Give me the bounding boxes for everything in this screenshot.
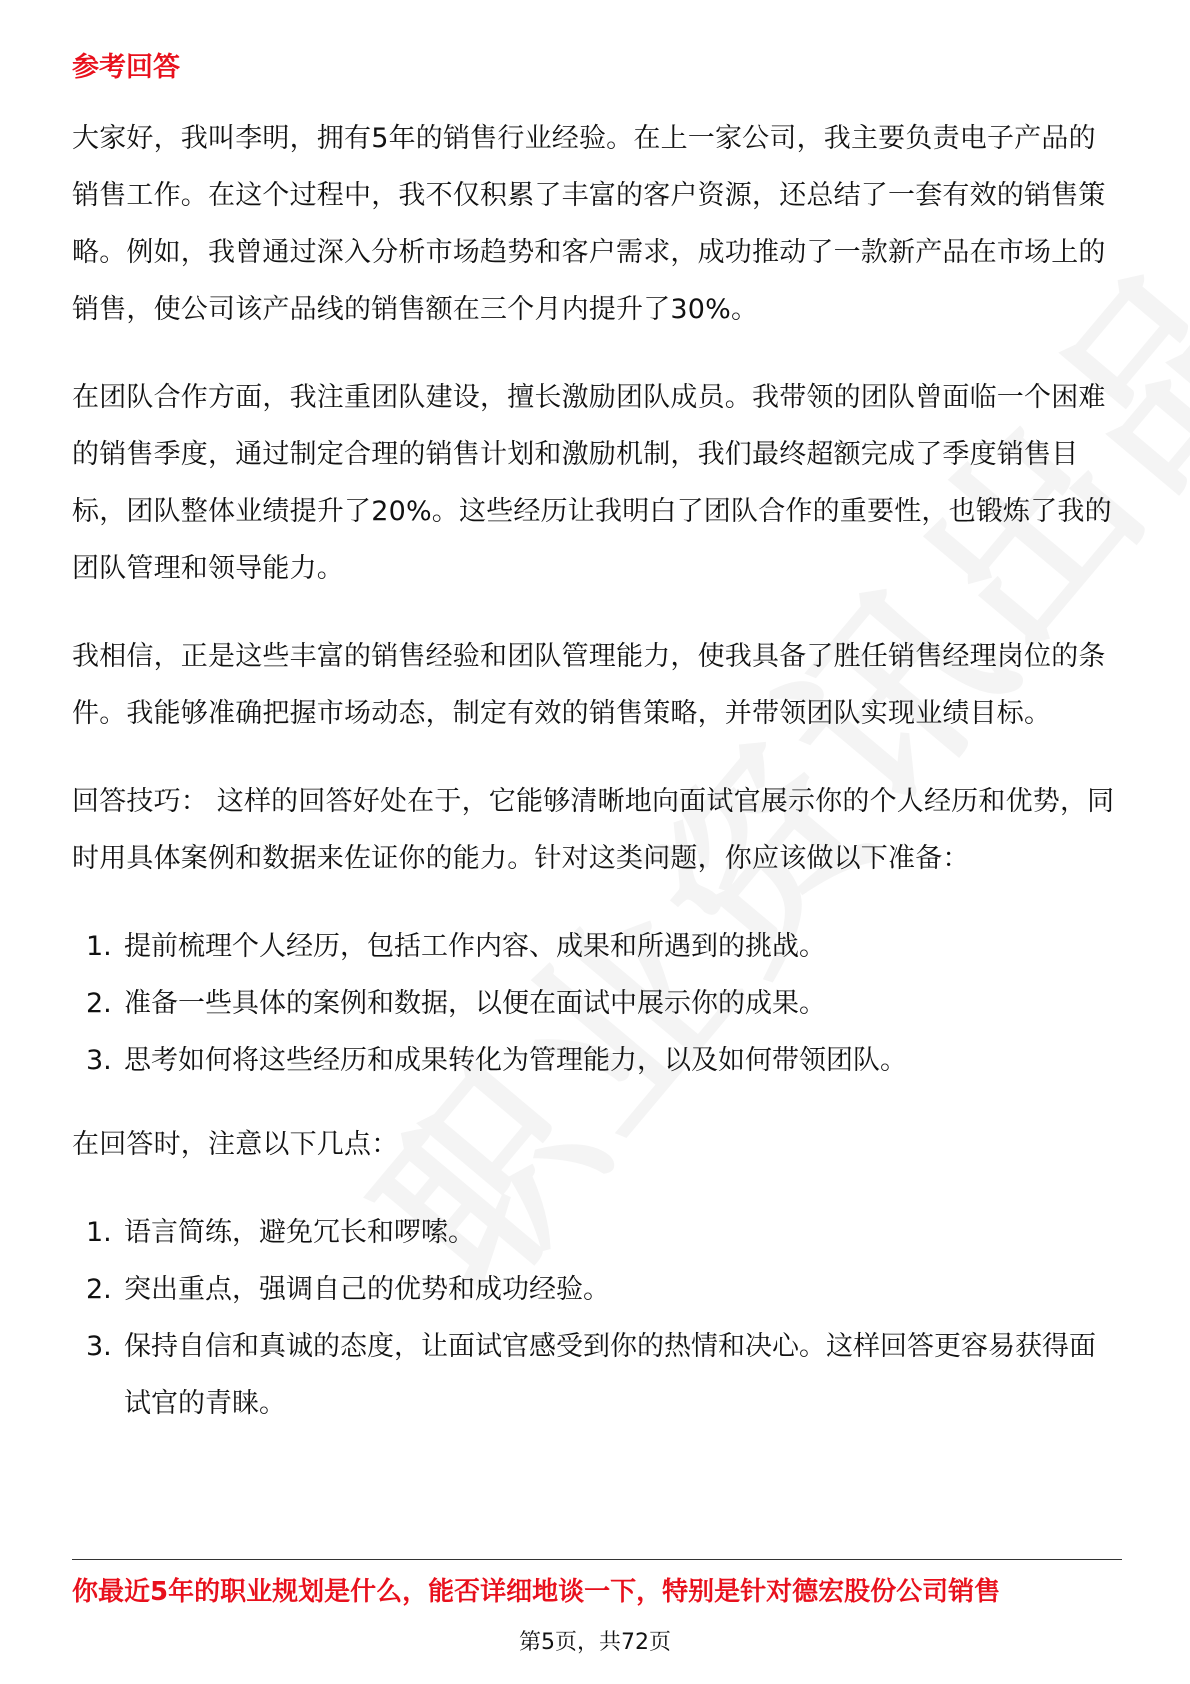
page-content <box>72 48 1122 1459</box>
next-question-heading: 你最近5年的职业规划是什么，能否详细地谈一下，特别是针对德宏股份公司销售 <box>72 1577 1001 1607</box>
notes-intro: 在回答时，注意以下几点： <box>72 1129 399 1160</box>
answer-paragraph-2: 在团队合作方面，我注重团队建设，擅长激励团队成员。我带领的团队曾面临一个困难的销售季度，通过制定合理的销售计划和激励机制，我们最终超额完成了季度销售目标，团队整体业绩提升了20%。这些经历让我明白了团队合作的重要性，也锻炼了我的团队管理和领导能力。 <box>72 382 1112 584</box>
list-item-text: 思考如何将这些经历和成果转化为管理能力，以及如何带领团队。 <box>124 1045 907 1076</box>
list-item-number: 1. <box>86 931 112 962</box>
list-item-text: 语言简练，避免冗长和啰嗦。 <box>124 1217 475 1248</box>
prep-list <box>72 918 1122 1089</box>
page-number: 第5页，共72页 <box>519 1630 671 1655</box>
list-item-number: 3. <box>86 1331 112 1362</box>
notes-list <box>72 1204 1122 1432</box>
list-item <box>72 975 1122 1032</box>
answer-paragraph-3: 我相信，正是这些丰富的销售经验和团队管理能力，使我具备了胜任销售经理岗位的条件。我能够准确把握市场动态，制定有效的销售策略，并带领团队实现业绩目标。 <box>72 641 1106 729</box>
list-item-text: 准备一些具体的案例和数据，以便在面试中展示你的成果。 <box>124 988 826 1019</box>
list-item <box>72 1032 1122 1089</box>
list-item <box>72 1318 1122 1432</box>
list-item-number: 2. <box>86 1274 112 1305</box>
list-item-text: 提前梳理个人经历，包括工作内容、成果和所遇到的挑战。 <box>124 931 826 962</box>
answer-paragraph-1: 大家好，我叫李明，拥有5年的销售行业经验。在上一家公司，我主要负责电子产品的销售工作。在这个过程中，我不仅积累了丰富的客户资源，还总结了一套有效的销售策略。例如，我曾通过深入分析市场趋势和客户需求，成功推动了一款新产品在市场上的销售，使公司该产品线的销售额在三个月内提升了30%。 <box>72 123 1106 325</box>
footer-divider <box>72 1559 1122 1560</box>
list-item-text: 突出重点，强调自己的优势和成功经验。 <box>124 1274 610 1305</box>
list-item-number: 2. <box>86 988 112 1019</box>
list-item-number: 1. <box>86 1217 112 1248</box>
list-item <box>72 918 1122 975</box>
list-item-number: 3. <box>86 1045 112 1076</box>
list-item <box>72 1204 1122 1261</box>
section-title: 参考回答 <box>72 52 180 83</box>
list-item-text: 保持自信和真诚的态度，让面试官感受到你的热情和决心。这样回答更容易获得面试官的青睐。 <box>124 1331 1096 1419</box>
tips-paragraph: 回答技巧： 这样的回答好处在于，它能够清晰地向面试官展示你的个人经历和优势，同时用具体案例和数据来佐证你的能力。针对这类问题，你应该做以下准备： <box>72 786 1115 874</box>
list-item <box>72 1261 1122 1318</box>
